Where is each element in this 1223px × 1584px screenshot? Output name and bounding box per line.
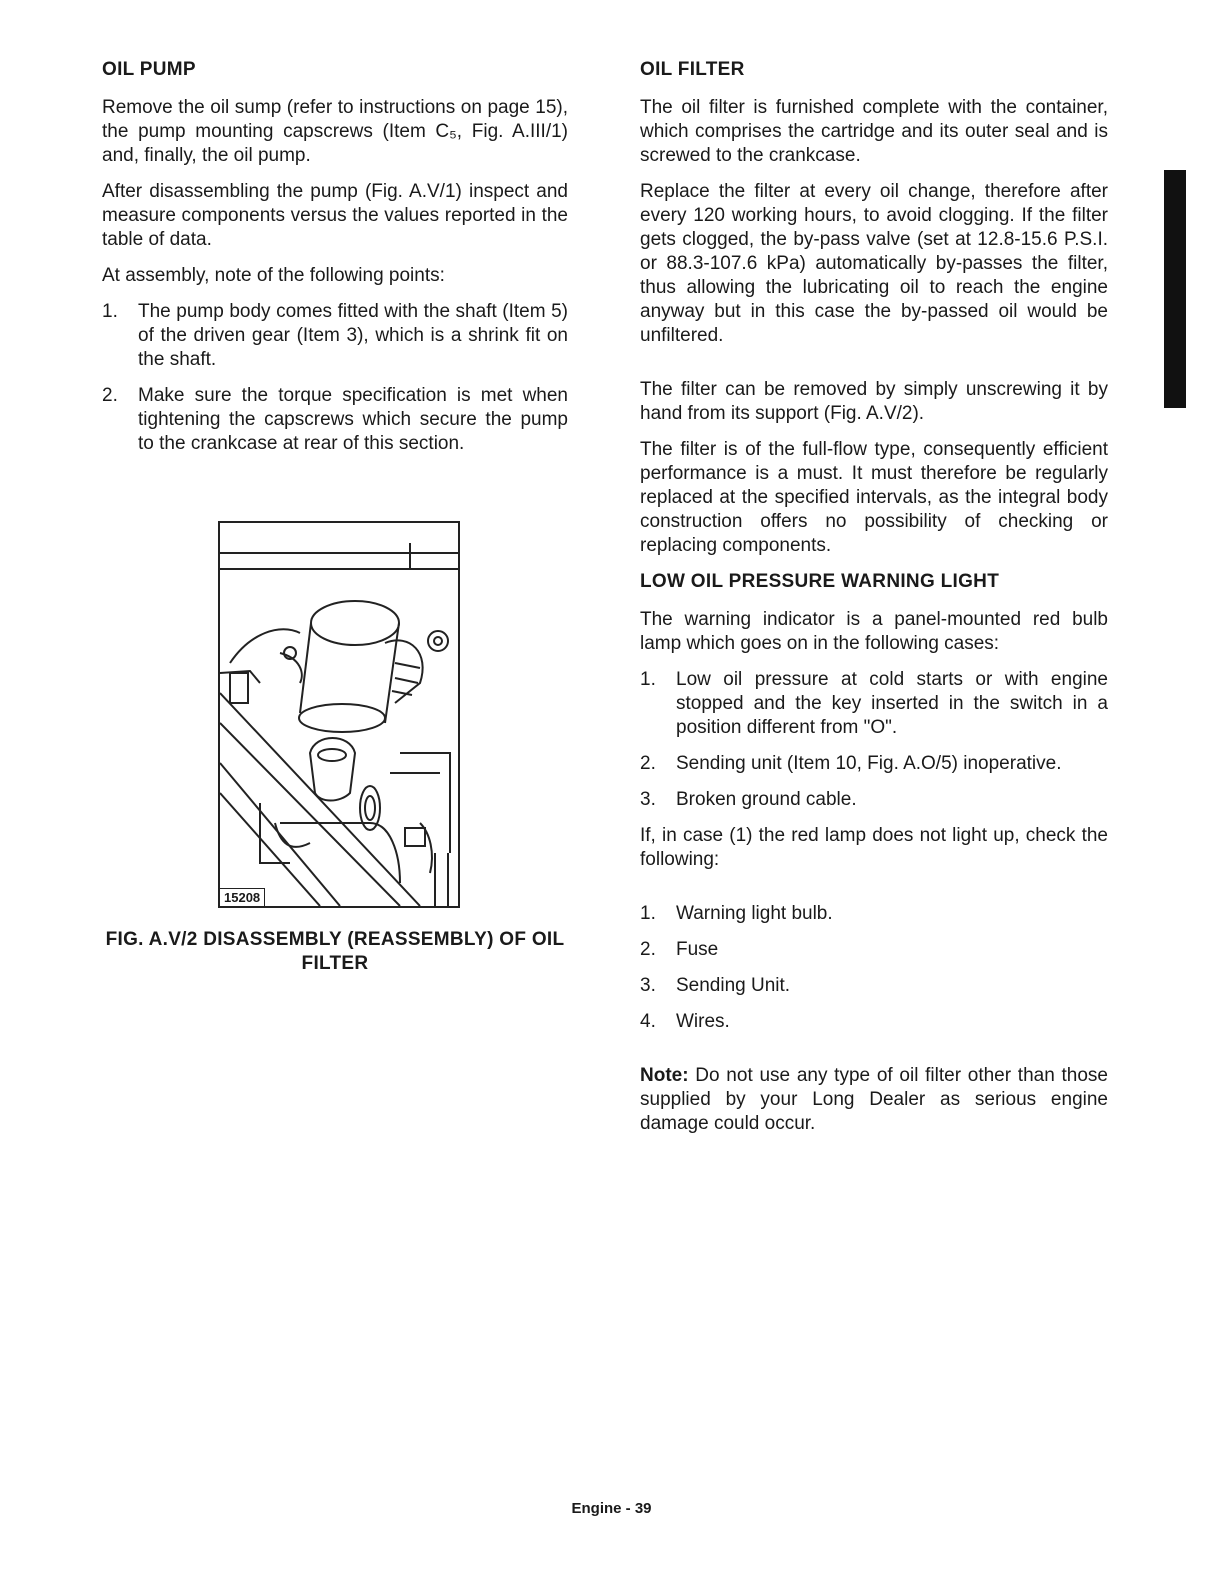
note-paragraph — [640, 1064, 1108, 1136]
list-item-text: The pump body comes fitted with the shaft (Item 5) of the driven gear (Item 3), which is a shrink fit on the shaft. — [138, 301, 568, 370]
right-column — [640, 58, 1108, 1148]
list-item-text: Sending unit (Item 10, Fig. A.O/5) inoperative. — [676, 753, 1062, 774]
list-item-text: Wires. — [676, 1011, 730, 1032]
list-item-number: 2. — [640, 753, 656, 774]
list-item — [102, 300, 568, 372]
section-tab-marker — [1164, 170, 1186, 408]
oil-filter-heading: OIL FILTER — [640, 59, 745, 80]
note-text: Do not use any type of oil filter other than those supplied by your Long Dealer as serious engine damage could occur. — [640, 1065, 1108, 1134]
list-item-number: 1. — [640, 903, 656, 924]
oil-pump-paragraph-2: After disassembling the pump (Fig. A.V/1) inspect and measure components versus the values reported in the table of data. — [102, 181, 568, 250]
check-list — [640, 902, 1108, 1034]
page-footer: Engine - 39 — [571, 1500, 652, 1517]
list-item-text: Sending Unit. — [676, 975, 791, 996]
warning-light-heading: LOW OIL PRESSURE WARNING LIGHT — [640, 571, 1000, 592]
check-paragraph: If, in case (1) the red lamp does not light up, check the following: — [640, 825, 1108, 870]
oil-pump-paragraph-1: Remove the oil sump (refer to instructions on page 15), the pump mounting capscrews (Item C₅, Fig. A.III/1) and, finally, the oil pump. — [102, 97, 568, 166]
list-item-text: Make sure the torque specification is met when tightening the capscrews which secure the pump to the crankcase at rear of this section. — [138, 385, 568, 454]
list-item-text: Low oil pressure at cold starts or with engine stopped and the key inserted in the switch in a position different from "O". — [676, 669, 1108, 738]
oil-filter-paragraph-4: The filter is of the full-flow type, consequently efficient performance is a must. It must therefore be regularly replaced at the specified intervals, as the integral body construction offers no possibility of checking or replacing components. — [640, 439, 1108, 556]
assembly-points-list — [102, 300, 568, 456]
list-item — [640, 938, 1108, 962]
list-item-text: Warning light bulb. — [676, 903, 833, 924]
oil-filter-illustration — [218, 521, 460, 908]
warning-light-paragraph: The warning indicator is a panel-mounted red bulb lamp which goes on in the following cases: — [640, 609, 1108, 654]
oil-filter-drawing — [220, 523, 458, 906]
left-column — [102, 58, 568, 468]
note-label: Note: — [640, 1065, 689, 1086]
figure-caption: FIG. A.V/2 DISASSEMBLY (REASSEMBLY) OF OIL FILTER — [105, 929, 565, 974]
warning-cases-list — [640, 668, 1108, 812]
list-item-number: 3. — [640, 789, 656, 810]
list-item — [102, 384, 568, 456]
list-item-number: 1. — [640, 669, 656, 690]
list-item — [640, 788, 1108, 812]
oil-filter-paragraph-1: The oil filter is furnished complete with the container, which comprises the cartridge and its outer seal and is screwed to the crankcase. — [640, 97, 1108, 166]
list-item — [640, 974, 1108, 998]
list-item — [640, 1010, 1108, 1034]
list-item-text: Broken ground cable. — [676, 789, 857, 810]
oil-pump-paragraph-3: At assembly, note of the following points: — [102, 265, 445, 286]
oil-filter-paragraph-3: The filter can be removed by simply unscrewing it by hand from its support (Fig. A.V/2). — [640, 379, 1108, 424]
list-item — [640, 752, 1108, 776]
oil-filter-paragraph-2: Replace the filter at every oil change, therefore after every 120 working hours, to avoid clogging. If the filter gets clogged, the by-pass valve (set at 12.8-15.6 P.S.I. or 88.3-107.6 kPa) automatically by-passes the filter, thus allowing the lubricating oil to reach the engine anyway but in this case the by-passed oil would be unfiltered. — [640, 181, 1108, 346]
list-item — [640, 902, 1108, 926]
list-item-number: 2. — [102, 385, 118, 406]
list-item-text: Fuse — [676, 939, 719, 960]
list-item-number: 4. — [640, 1011, 656, 1032]
list-item — [640, 668, 1108, 740]
figure-number: 15208 — [220, 888, 265, 906]
list-item-number: 2. — [640, 939, 656, 960]
list-item-number: 3. — [640, 975, 656, 996]
oil-pump-heading: OIL PUMP — [102, 59, 196, 80]
list-item-number: 1. — [102, 301, 118, 322]
